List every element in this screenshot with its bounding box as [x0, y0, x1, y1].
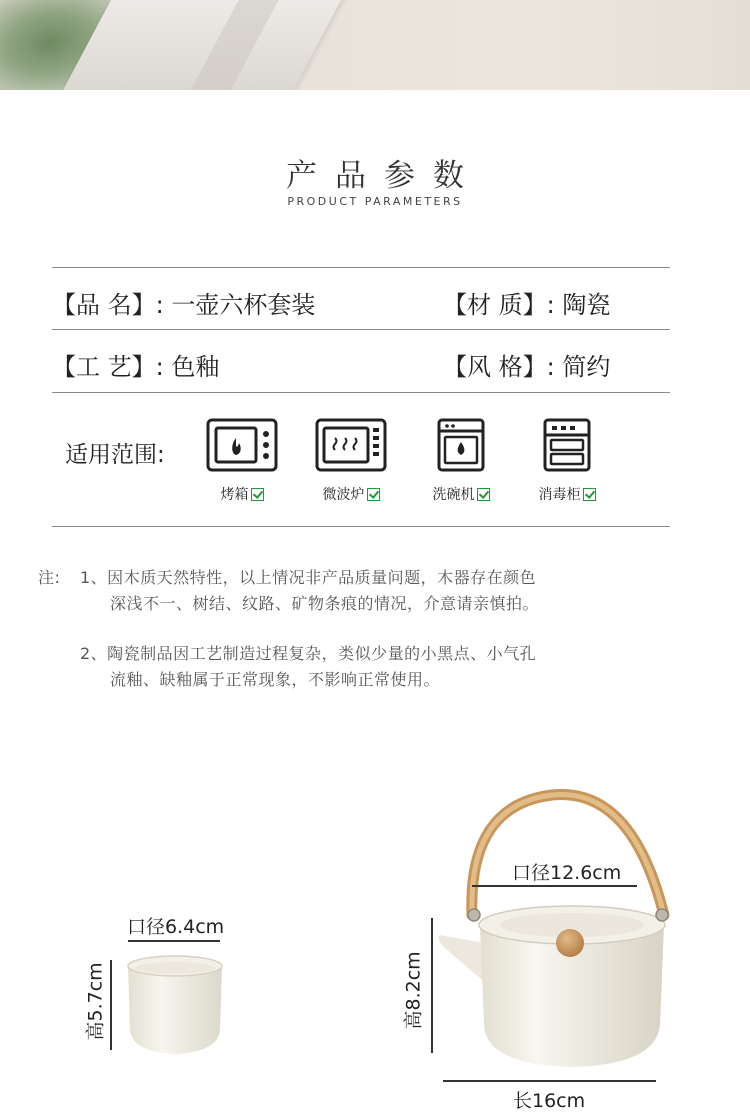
- cup-mouth-dimension: 口径6.4cm: [127, 916, 225, 938]
- param-style: 【风 格】: 简约: [443, 353, 611, 381]
- note-1-line-1: 1、因木质天然特性，以上情况非产品质量问题，木器存在颜色: [80, 568, 537, 587]
- usage-item-microwave: [306, 418, 396, 504]
- note-2-line-1: 2、陶瓷制品因工艺制造过程复杂，类似少量的小黑点、小气孔: [80, 644, 537, 663]
- section-subtitle: PRODUCT PARAMETERS: [287, 195, 463, 208]
- table-divider: [52, 329, 670, 330]
- teacup-image: [120, 950, 230, 1060]
- table-divider: [52, 526, 670, 527]
- usage-item-label: 消毒柜: [538, 487, 581, 503]
- teapot-image: [432, 785, 677, 1075]
- param-product-name: 【品 名】: 一壶六杯套装: [52, 291, 316, 319]
- section-title: 产品参数: [286, 158, 482, 194]
- dishwasher-icon: [433, 418, 489, 474]
- pot-height-dimension: 高8.2cm: [402, 951, 425, 1030]
- pot-height-measure-line: [431, 918, 433, 1053]
- usage-item-oven: [197, 418, 287, 504]
- param-craft: 【工 艺】: 色釉: [52, 353, 220, 381]
- checkbox-checked-icon: [583, 488, 596, 501]
- pot-mouth-dimension: 口径12.6cm: [512, 862, 622, 884]
- table-divider: [52, 267, 670, 268]
- table-divider: [52, 392, 670, 393]
- sterilizer-cabinet-icon: [539, 418, 595, 474]
- oven-icon: [206, 418, 278, 474]
- usage-item-label: 微波炉: [322, 487, 365, 503]
- checkbox-checked-icon: [367, 488, 380, 501]
- note-prefix: 注:: [38, 568, 61, 587]
- pot-mouth-measure-line: [472, 885, 637, 887]
- cup-height-measure-line: [110, 960, 112, 1050]
- usage-item-sterilizer: [522, 418, 612, 504]
- note-1-line-2: 深浅不一、树结、纹路、矿物条痕的情况，介意请亲慎拍。: [110, 594, 540, 613]
- param-material: 【材 质】: 陶瓷: [443, 291, 611, 319]
- checkbox-checked-icon: [251, 488, 264, 501]
- pot-length-measure-line: [443, 1080, 656, 1082]
- top-banner-photo: [0, 0, 750, 90]
- usage-item-dishwasher: [416, 418, 506, 504]
- note-2-line-2: 流釉、缺釉属于正常现象，不影响正常使用。: [110, 670, 441, 689]
- usage-item-label: 烤箱: [220, 487, 249, 503]
- cup-height-dimension: 高5.7cm: [84, 962, 107, 1041]
- usage-item-label: 洗碗机: [432, 487, 475, 503]
- usage-label: 适用范围:: [65, 442, 165, 468]
- cup-mouth-measure-line: [128, 940, 220, 942]
- checkbox-checked-icon: [477, 488, 490, 501]
- pot-length-dimension: 长16cm: [513, 1090, 586, 1112]
- microwave-icon: [315, 418, 387, 474]
